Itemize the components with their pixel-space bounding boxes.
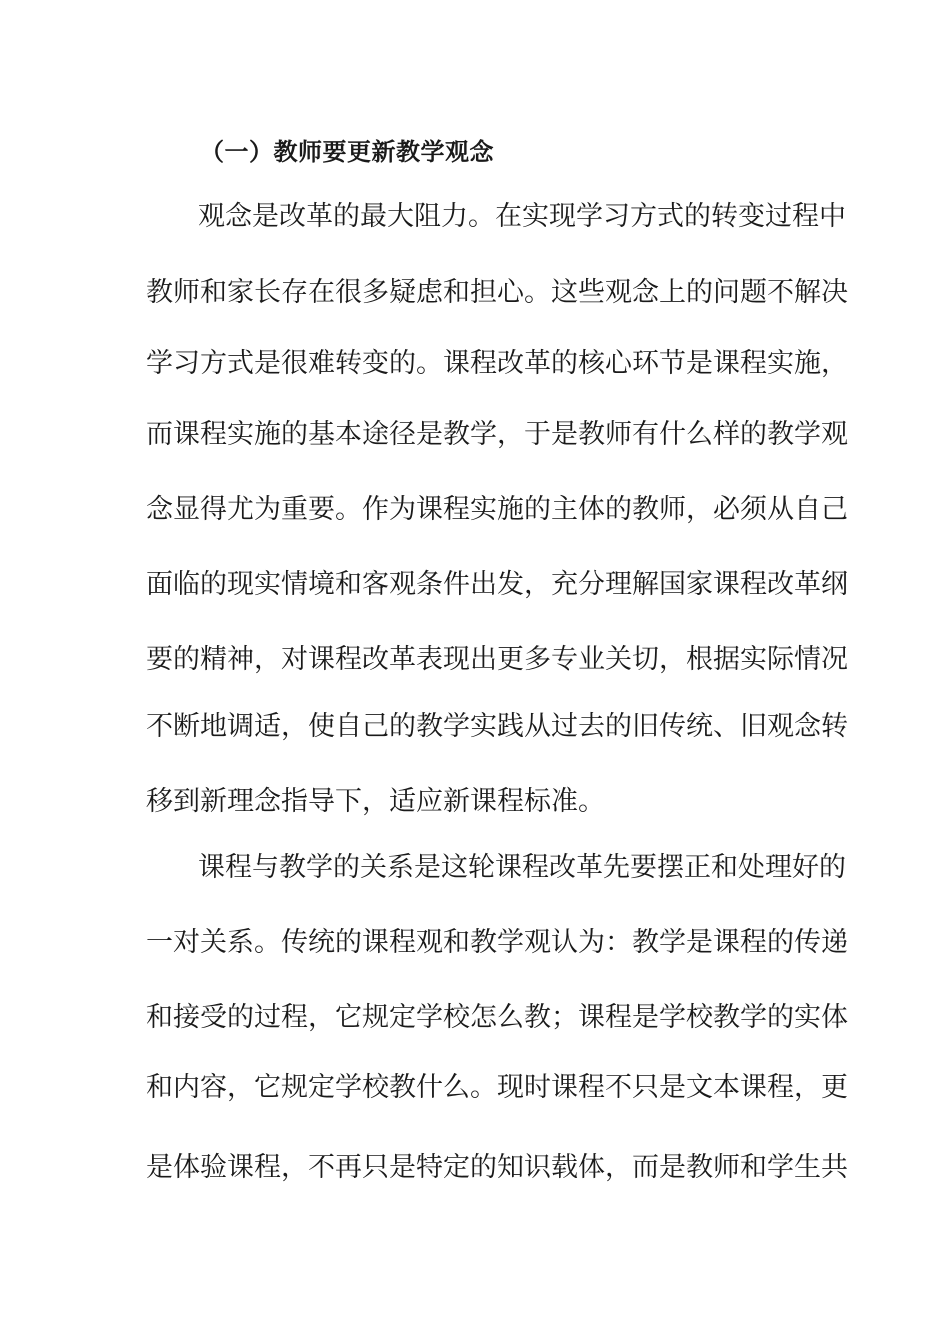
paragraph-line: 面临的现实情境和客观条件出发，充分理解国家课程改革纲 [146, 569, 848, 600]
section-heading: （一）教师要更新教学观念 [200, 138, 494, 166]
paragraph-line: 要的精神，对课程改革表现出更多专业关切，根据实际情况 [146, 644, 848, 675]
paragraph-line: 学习方式是很难转变的。课程改革的核心环节是课程实施， [146, 348, 848, 379]
paragraph-line: 是体验课程，不再只是特定的知识载体，而是教师和学生共 [146, 1152, 848, 1183]
paragraph-line: 和内容，它规定学校教什么。现时课程不只是文本课程，更 [146, 1072, 848, 1103]
paragraph-line: 念显得尤为重要。作为课程实施的主体的教师，必须从自己 [146, 494, 848, 525]
paragraph-line: 不断地调适，使自己的教学实践从过去的旧传统、旧观念转 [146, 711, 848, 742]
paragraph-line: 教师和家长存在很多疑虑和担心。这些观念上的问题不解决 [146, 277, 848, 308]
paragraph-line: 和接受的过程，它规定学校怎么教；课程是学校教学的实体 [146, 1002, 848, 1033]
paragraph-line: 移到新理念指导下，适应新课程标准。 [146, 786, 605, 817]
paragraph-line: 而课程实施的基本途径是教学，于是教师有什么样的教学观 [146, 419, 848, 450]
paragraph-line: 一对关系。传统的课程观和教学观认为：教学是课程的传递 [146, 927, 848, 958]
paragraph-line: 观念是改革的最大阻力。在实现学习方式的转变过程中 [198, 201, 846, 232]
paragraph-line: 课程与教学的关系是这轮课程改革先要摆正和处理好的 [198, 852, 846, 883]
